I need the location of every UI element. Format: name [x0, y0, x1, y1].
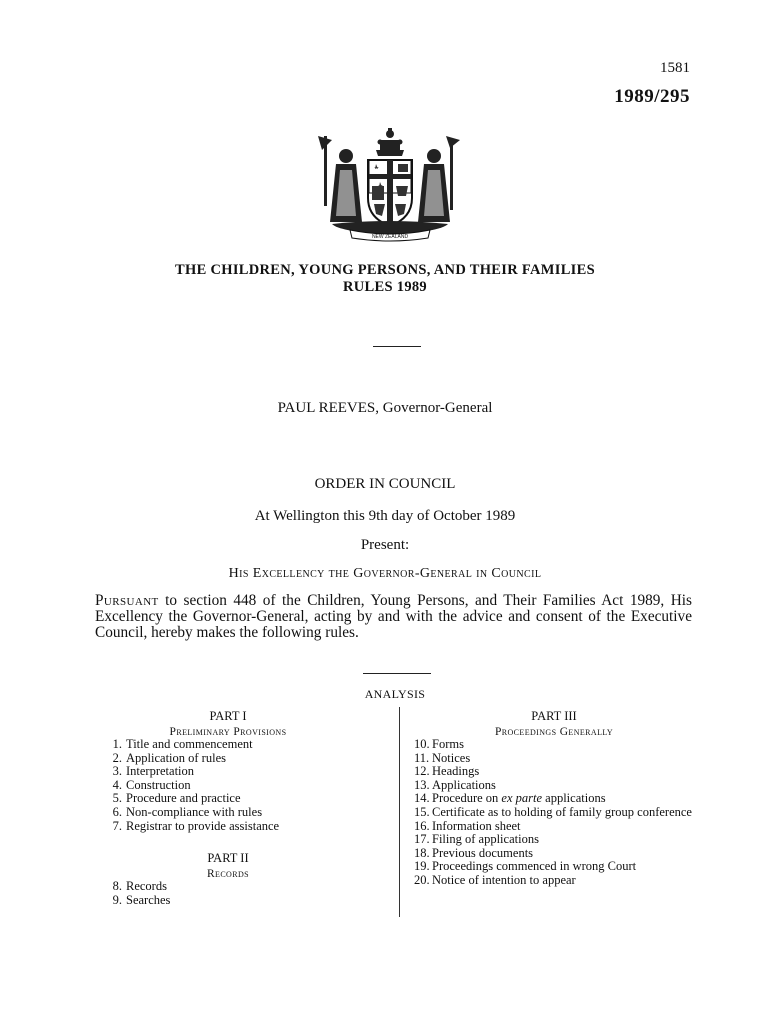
- rule-number: 4.: [112, 777, 122, 792]
- rule-heading: [432, 792, 694, 806]
- contents-item: [414, 765, 694, 779]
- part-3-title: PART III: [531, 709, 577, 723]
- title-divider: [373, 346, 421, 347]
- rule-number: 6.: [112, 804, 122, 819]
- rule-heading: Applications: [432, 777, 496, 792]
- contents-item: [414, 806, 694, 820]
- enacting-paragraph: [95, 593, 692, 641]
- statutory-regulation-number: 1989/295: [614, 86, 690, 107]
- contents-item: [108, 765, 348, 779]
- part-1-contents: [108, 738, 348, 833]
- contents-item: [414, 820, 694, 834]
- rule-heading: Forms: [432, 737, 464, 751]
- rule-heading: Interpretation: [126, 764, 195, 779]
- present-line: Present:: [360, 537, 410, 553]
- title-line-2: RULES 1989: [343, 279, 427, 295]
- rule-number: 13.: [414, 777, 430, 792]
- contents-item: [108, 792, 348, 806]
- rule-number: 15.: [414, 804, 430, 819]
- part-2-contents: [108, 880, 348, 907]
- contents-item: [108, 880, 348, 894]
- order-heading: ORDER IN COUNCIL: [314, 476, 456, 492]
- excellency-line: His Excellency the Governor-General in Council: [228, 566, 542, 581]
- analysis-heading: ANALYSIS: [364, 687, 426, 701]
- analysis-divider: [363, 673, 431, 674]
- contents-item: [414, 847, 694, 861]
- rule-heading: Procedure and practice: [126, 791, 241, 806]
- contents-item: [108, 779, 348, 793]
- paragraph-text: to section 448 of the Children, Young Persons, and Their Families Act 1989, His Excellency the Governor-General, acting by and with the advice and consent of the Executive Council, hereby makes the following rules.: [95, 592, 692, 641]
- rule-heading: Records: [126, 879, 167, 894]
- rule-number: 5.: [112, 791, 122, 806]
- rule-number: 12.: [414, 764, 430, 779]
- contents-item: [414, 874, 694, 888]
- rule-number: 18.: [414, 845, 430, 860]
- page-number: 1581: [660, 60, 690, 76]
- analysis-right-column: [414, 709, 694, 888]
- rule-number: 11.: [414, 750, 430, 765]
- rule-number: 17.: [414, 832, 430, 847]
- rule-heading: Non-compliance with rules: [126, 804, 263, 819]
- part-2-title: PART II: [207, 851, 249, 866]
- rule-heading: Information sheet: [432, 818, 521, 833]
- governor-general-line: PAUL REEVES, Governor-General: [277, 400, 493, 416]
- rule-heading: Application of rules: [126, 750, 226, 765]
- svg-text:NEW ZEALAND: NEW ZEALAND: [371, 234, 409, 240]
- rule-heading: Proceedings commenced in wrong Court: [432, 859, 637, 874]
- rule-heading-italic: ex parte: [501, 791, 543, 806]
- contents-item: [108, 752, 348, 766]
- part-3-subtitle: Proceedings Generally: [494, 726, 614, 738]
- rule-number: 9.: [112, 892, 122, 907]
- rule-heading: Filing of applications: [432, 832, 539, 847]
- contents-item: [108, 894, 348, 908]
- rule-heading: Construction: [126, 777, 191, 792]
- contents-item: [108, 738, 348, 752]
- coat-of-arms-icon: [310, 126, 470, 246]
- contents-item: [108, 820, 348, 834]
- rule-heading: Registrar to provide assistance: [126, 818, 280, 833]
- rule-heading-part: applications: [542, 791, 606, 806]
- paragraph-lead-word: Pursuant: [95, 592, 159, 609]
- rule-number: 7.: [112, 818, 122, 833]
- rule-heading-part: Procedure on: [432, 791, 502, 806]
- contents-item: [414, 779, 694, 793]
- rule-heading: Notice of intention to appear: [432, 872, 576, 887]
- rule-heading: Notices: [432, 750, 471, 765]
- rule-heading: Certificate as to holding of family group conference: [432, 804, 692, 819]
- contents-item: [414, 792, 694, 806]
- column-divider: [399, 707, 400, 917]
- rule-heading: Headings: [432, 764, 480, 779]
- part-2-subtitle: Records: [206, 868, 250, 881]
- rule-number: 14.: [414, 791, 430, 806]
- contents-item: [108, 806, 348, 820]
- rule-heading: Title and commencement: [126, 737, 253, 751]
- document-title: [0, 262, 770, 296]
- contents-item: [414, 860, 694, 874]
- rule-number: 2.: [112, 750, 122, 765]
- rule-heading: Previous documents: [432, 845, 534, 860]
- rule-number: 1.: [112, 737, 122, 751]
- part-3-contents: [414, 738, 694, 888]
- rule-number: 10.: [414, 737, 430, 751]
- rule-number: 3.: [112, 764, 122, 779]
- rule-number: 8.: [112, 879, 122, 894]
- rule-number: 16.: [414, 818, 430, 833]
- contents-item: [414, 833, 694, 847]
- rule-heading: Searches: [126, 892, 171, 907]
- contents-item: [414, 738, 694, 752]
- contents-item: [414, 752, 694, 766]
- part-1-subtitle: Preliminary Provisions: [169, 726, 287, 738]
- analysis-left-column: [108, 709, 348, 907]
- place-date-line: At Wellington this 9th day of October 1989: [254, 508, 516, 524]
- part-1-title: PART I: [209, 709, 247, 723]
- title-line-1: THE CHILDREN, YOUNG PERSONS, AND THEIR FAMILIES: [175, 262, 595, 278]
- rule-number: 19.: [414, 859, 430, 874]
- rule-number: 20.: [414, 872, 430, 887]
